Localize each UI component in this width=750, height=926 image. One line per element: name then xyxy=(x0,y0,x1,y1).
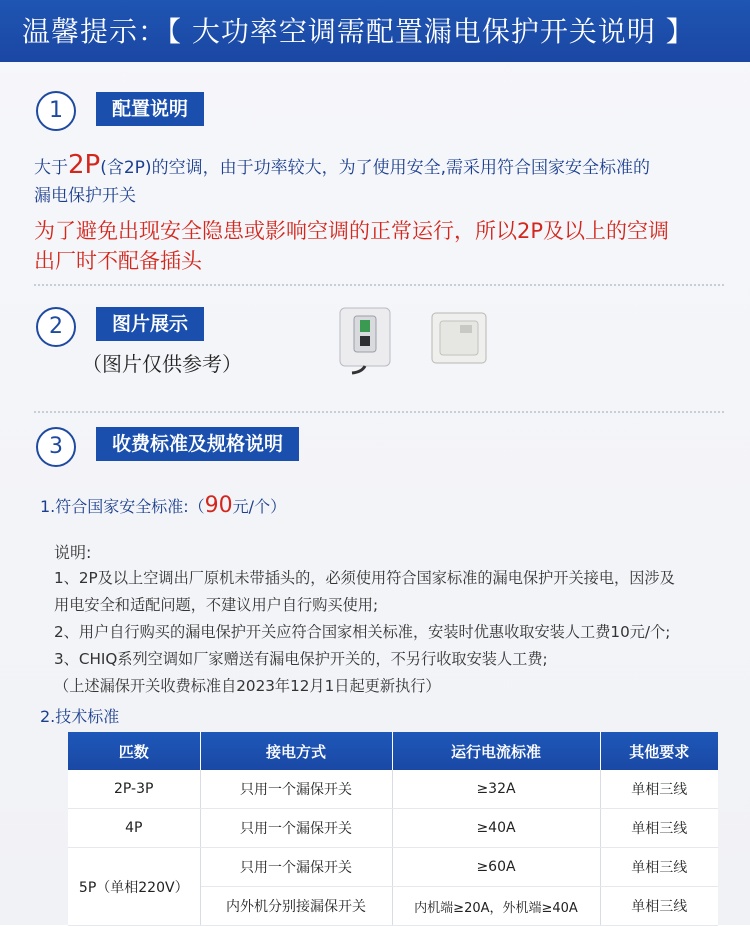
table-cell: 单相三线 xyxy=(600,887,718,926)
table-cell: 4P xyxy=(68,809,200,848)
table-header: 匹数 xyxy=(68,732,200,770)
section-title-fees: 收费标准及规格说明 xyxy=(96,427,299,461)
table-cell: 5P（单相220V） xyxy=(68,848,200,926)
pictures-note: （图片仅供参考） xyxy=(82,352,242,376)
spec-table xyxy=(68,732,718,926)
price-value: 90 xyxy=(204,493,233,518)
config-warning-1: 为了避免出现安全隐患或影响空调的正常运行，所以2P及以上的空调 xyxy=(34,219,670,243)
table-cell: ≥40A xyxy=(392,809,600,848)
table-row xyxy=(68,770,718,809)
config-warning-2: 出厂时不配备插头 xyxy=(34,249,202,273)
explain-line-3: 2、用户自行购买的漏电保护开关应符合国家相关标准，安装时优惠收取安装人工费10元/个; xyxy=(54,623,671,641)
explain-line-1: 1、2P及以上空调出厂原机未带插头的，必须使用符合国家标准的漏电保护开关接电，因涉及 xyxy=(54,569,675,587)
section-title-config: 配置说明 xyxy=(96,92,204,126)
table-header: 其他要求 xyxy=(600,732,718,770)
explain-title: 说明: xyxy=(54,543,92,562)
section-title-pictures: 图片展示 xyxy=(96,307,204,341)
table-cell: 2P-3P xyxy=(68,770,200,809)
config-line-1-prefix: 大于 xyxy=(34,158,68,178)
explain-line-5: （上述漏保开关收费标准自2023年12月1日起更新执行） xyxy=(54,677,441,695)
table-cell: 内外机分别接漏保开关 xyxy=(200,887,392,926)
table-header: 接电方式 xyxy=(200,732,392,770)
divider-1 xyxy=(34,284,724,286)
section-number-2: 2 xyxy=(36,307,76,347)
table-cell: ≥60A xyxy=(392,848,600,887)
tech-title: 2.技术标准 xyxy=(40,707,120,726)
table-cell: 单相三线 xyxy=(600,770,718,809)
table-header-row xyxy=(68,732,718,770)
breaker-photo-2 xyxy=(430,311,490,367)
section-number-1: 1 xyxy=(36,91,76,131)
table-cell: 单相三线 xyxy=(600,809,718,848)
config-line-1-highlight: 2P xyxy=(68,150,101,180)
table-cell: 单相三线 xyxy=(600,848,718,887)
header-title: 温馨提示：【 大功率空调需配置漏电保护开关说明 】 xyxy=(22,15,695,48)
explain-line-2: 用电安全和适配问题，不建议用户自行购买使用; xyxy=(54,596,379,614)
breaker-photo-1 xyxy=(338,306,394,376)
price-line xyxy=(40,493,286,518)
price-unit: 元/个） xyxy=(232,497,287,516)
table-cell: ≥32A xyxy=(392,770,600,809)
table-cell: 只用一个漏保开关 xyxy=(200,809,392,848)
table-cell: 内机端≥20A，外机端≥40A xyxy=(392,887,600,926)
header-banner xyxy=(0,0,750,62)
table-header: 运行电流标准 xyxy=(392,732,600,770)
config-line-2: 漏电保护开关 xyxy=(34,186,136,206)
table-row xyxy=(68,809,718,848)
table-row xyxy=(68,848,718,887)
section-number-3: 3 xyxy=(36,427,76,467)
table-cell: 只用一个漏保开关 xyxy=(200,770,392,809)
explain-line-4: 3、CHIQ系列空调如厂家赠送有漏电保护开关的，不另行收取安装人工费; xyxy=(54,650,548,668)
config-line-1-rest: (含2P)的空调，由于功率较大，为了使用安全,需采用符合国家安全标准的 xyxy=(100,158,650,178)
price-label: 1.符合国家安全标准:（ xyxy=(40,497,205,516)
divider-2 xyxy=(34,411,724,413)
config-line-1 xyxy=(34,150,650,180)
table-cell: 只用一个漏保开关 xyxy=(200,848,392,887)
